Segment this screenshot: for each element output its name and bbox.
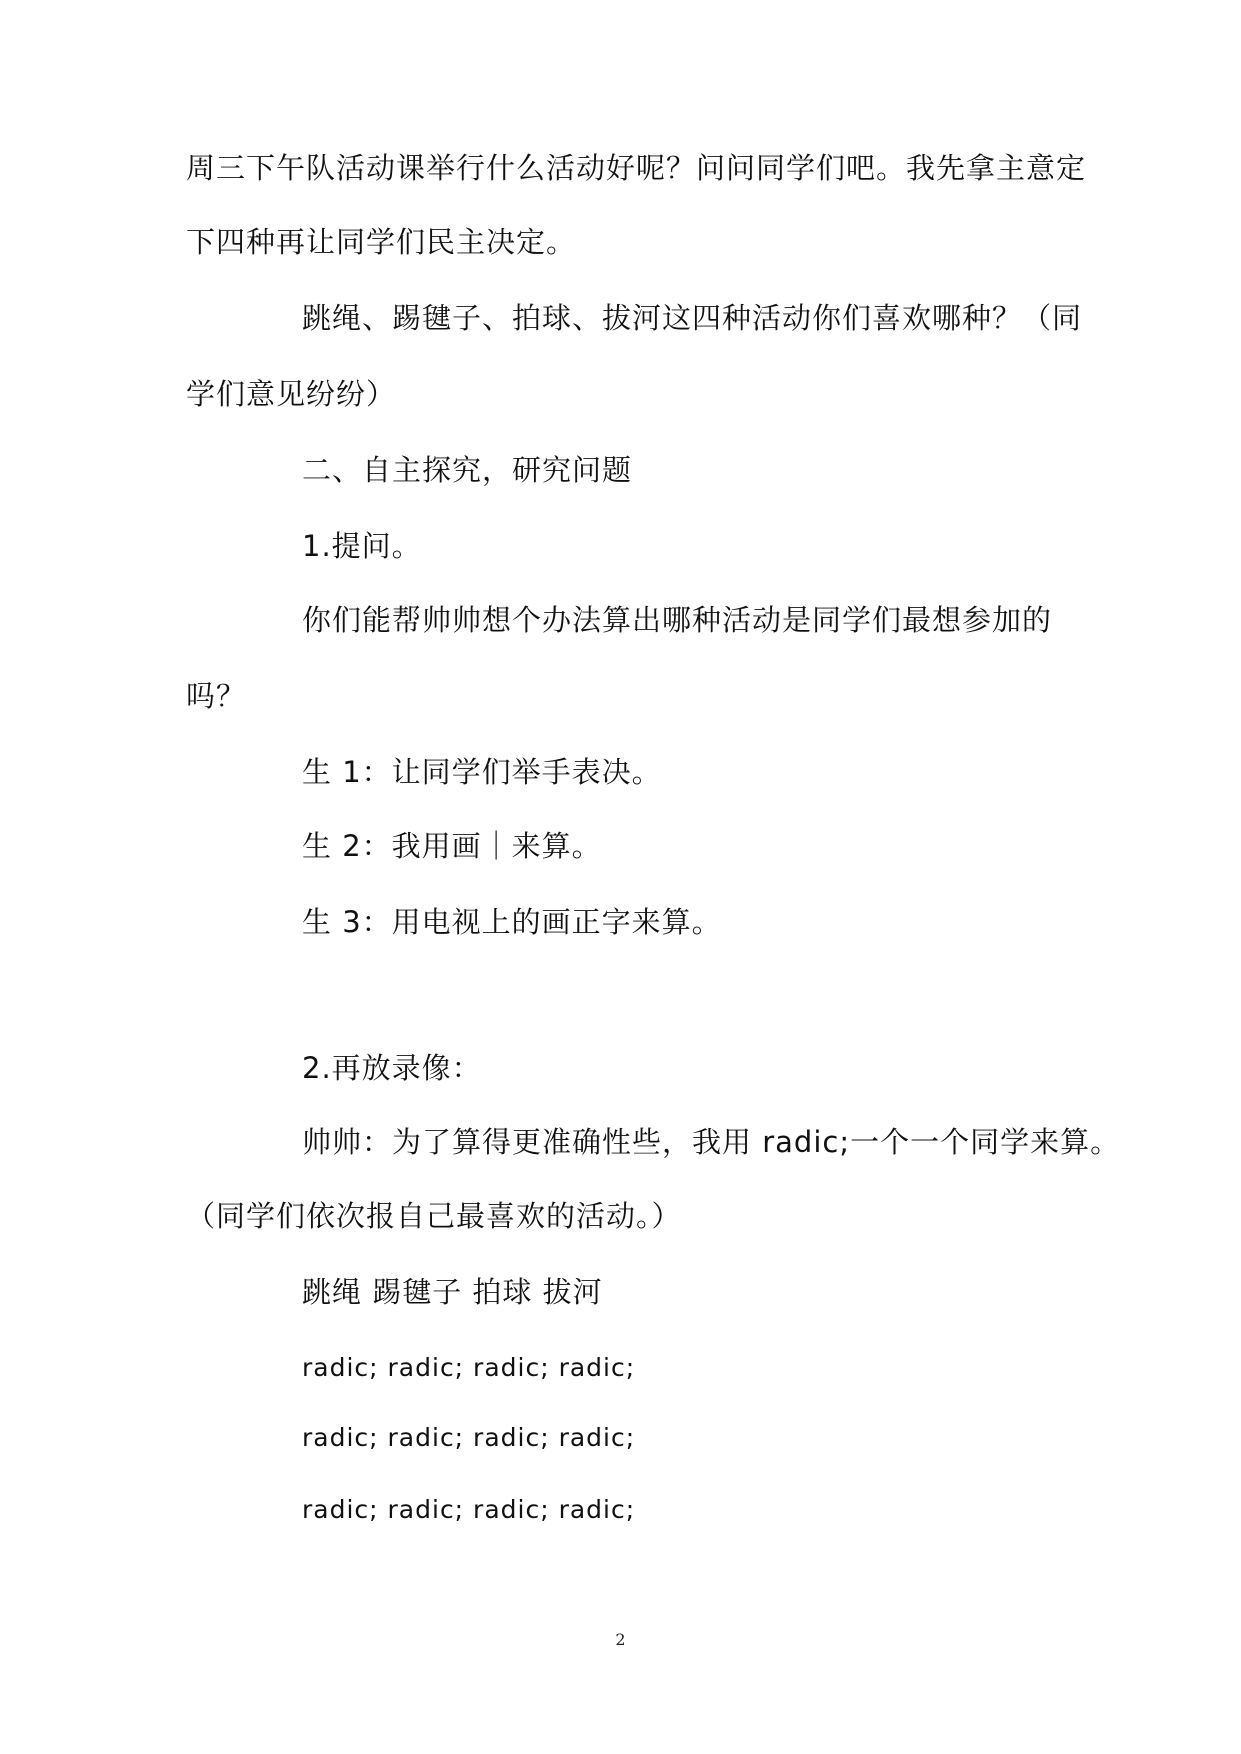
student-answer-1: 生 1：让同学们举手表决。 [302, 755, 662, 789]
paragraph-line-4: 学们意见纷纷） [186, 377, 397, 411]
paragraph-line-1: 周三下午队活动课举行什么活动好呢？问问同学们吧。我先拿主意定 [186, 151, 1087, 185]
paragraph-line-3: 跳绳、踢毽子、拍球、拔河这四种活动你们喜欢哪种？（同 [302, 301, 1083, 335]
paragraph-line-5: 你们能帮帅帅想个办法算出哪种活动是同学们最想参加的 [302, 603, 1053, 637]
student-answer-3: 生 3：用电视上的画正字来算。 [302, 905, 722, 939]
page-number: 2 [615, 1630, 626, 1649]
step-heading-2: 2.再放录像： [302, 1051, 482, 1085]
activity-header-row: 跳绳 踢毽子 拍球 拔河 [302, 1275, 603, 1309]
tally-row-3: radic; radic; radic; radic; [302, 1495, 636, 1524]
paragraph-line-6: 吗？ [186, 679, 247, 713]
tally-row-2: radic; radic; radic; radic; [302, 1423, 636, 1452]
paragraph-line-7: 帅帅：为了算得更准确性些，我用 radic;一个一个同学来算。 [302, 1125, 1121, 1159]
student-answer-2: 生 2：我用画｜来算。 [302, 829, 602, 863]
tally-row-1: radic; radic; radic; radic; [302, 1353, 636, 1382]
paragraph-line-2: 下四种再让同学们民主决定。 [186, 225, 577, 259]
step-heading-1: 1.提问。 [302, 529, 422, 563]
section-heading: 二、自主探究，研究问题 [302, 453, 633, 487]
paragraph-line-8: （同学们依次报自己最喜欢的活动。） [186, 1199, 682, 1233]
